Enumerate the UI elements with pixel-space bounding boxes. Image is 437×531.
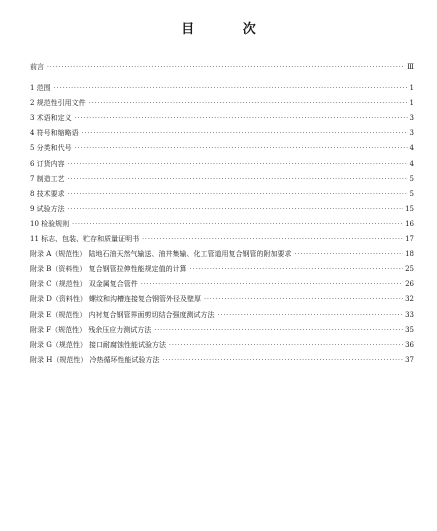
toc-entry-page: 33 [405, 310, 414, 319]
toc-entry-label: 7 制造工艺 [30, 174, 65, 183]
toc-entry-page: 15 [405, 204, 414, 213]
toc-entry-page: 32 [405, 295, 414, 304]
toc-entry-page: 5 [409, 174, 414, 183]
toc-leader-dots [47, 60, 405, 75]
toc-entry-label: 3 术语和定义 [30, 114, 72, 123]
toc-entry-9[interactable] [30, 202, 414, 217]
toc-entry-label: 8 技术要求 [30, 189, 65, 198]
toc-entry-label: 附录 H（规范性） 冷热循环性能试验方法 [30, 355, 160, 364]
toc-entry-page: 3 [409, 129, 414, 138]
toc-entry-page: 4 [409, 144, 414, 153]
toc-leader-dots [68, 187, 408, 202]
toc-leader-dots [75, 141, 408, 156]
toc-entry-3[interactable] [30, 111, 414, 126]
toc-entry-page: 1 [409, 84, 414, 93]
toc-entry-label: 10 检验规则 [30, 219, 70, 228]
toc-leader-dots [218, 308, 404, 323]
toc-entry-appendix-c[interactable] [30, 277, 414, 292]
toc-entry-page: 17 [405, 235, 414, 244]
toc-entry-appendix-b[interactable] [30, 262, 414, 277]
toc-entry-label: 5 分类和代号 [30, 144, 72, 153]
toc-entry-appendix-e[interactable] [30, 308, 414, 323]
toc-entry-appendix-g[interactable] [30, 338, 414, 353]
toc-entry-label: 附录 C（规范性） 双金属复合管件 [30, 280, 138, 289]
toc-leader-dots [82, 126, 408, 141]
toc-entry-appendix-h[interactable] [30, 353, 414, 368]
toc-leader-dots [295, 247, 404, 262]
toc-entry-label: 附录 F（规范性） 残余压应力测试方法 [30, 325, 152, 334]
toc-entry-1[interactable] [30, 81, 414, 96]
toc-entry-label: 6 订货内容 [30, 159, 65, 168]
table-of-contents [30, 54, 414, 368]
toc-leader-dots [75, 111, 408, 126]
toc-entry-page: 35 [405, 325, 414, 334]
toc-entry-4[interactable] [30, 126, 414, 141]
toc-entry-5[interactable] [30, 141, 414, 156]
toc-entry-label: 11 标志、包装、贮存和质量证明书 [30, 235, 140, 244]
toc-entry-label: 附录 A（规范性） 陆地石油天然气输送、油井集输、化工管道用复合钢管的附加要求 [30, 250, 292, 259]
toc-leader-dots [72, 217, 403, 232]
toc-entry-6[interactable] [30, 157, 414, 172]
toc-entry-label: 前言 [30, 63, 44, 71]
toc-entry-label: 9 试验方法 [30, 204, 65, 213]
toc-entry-page: 36 [405, 340, 414, 349]
toc-entry-page: 3 [409, 114, 414, 123]
toc-entry-label: 附录 B（资料性） 复合钢管拉伸性能规定值的计算 [30, 265, 187, 274]
toc-entry-page: 37 [405, 355, 414, 364]
toc-entry-appendix-a[interactable] [30, 247, 414, 262]
toc-entry-page: 5 [409, 189, 414, 198]
toc-leader-dots [169, 338, 403, 353]
toc-entry-page: 25 [405, 265, 414, 274]
toc-entry-label: 附录 E（规范性） 内衬复合钢管界面剪切结合强度测试方法 [30, 310, 215, 319]
toc-entry-page: 18 [405, 250, 414, 259]
toc-entry-page: 16 [405, 219, 414, 228]
toc-entry-2[interactable] [30, 96, 414, 111]
toc-entry-11[interactable] [30, 232, 414, 247]
toc-entry-10[interactable] [30, 217, 414, 232]
toc-entry-appendix-f[interactable] [30, 323, 414, 338]
toc-leader-dots [190, 262, 403, 277]
toc-leader-dots [68, 157, 408, 172]
toc-leader-dots [68, 172, 408, 187]
toc-entry-appendix-d[interactable] [30, 292, 414, 307]
toc-leader-dots [89, 96, 408, 111]
toc-entry-page: Ⅲ [407, 63, 414, 71]
toc-entry-label: 4 符号和缩略语 [30, 129, 79, 138]
toc-entry-page: 4 [409, 159, 414, 168]
toc-entry-label: 附录 G（规范性） 接口耐腐蚀性能试验方法 [30, 340, 167, 349]
toc-entry-page: 1 [409, 99, 414, 108]
toc-entry-page: 26 [405, 280, 414, 289]
toc-entry-label: 1 范围 [30, 84, 51, 93]
toc-entry-label: 2 规范性引用文件 [30, 99, 86, 108]
toc-leader-dots [204, 292, 403, 307]
toc-entry-7[interactable] [30, 172, 414, 187]
toc-leader-dots [154, 323, 403, 338]
toc-title: 目 次 [181, 22, 278, 37]
toc-leader-dots [142, 232, 403, 247]
toc-leader-dots [54, 81, 408, 96]
toc-entry-8[interactable] [30, 187, 414, 202]
toc-leader-dots [141, 277, 403, 292]
toc-leader-dots [163, 353, 404, 368]
toc-leader-dots [68, 202, 403, 217]
toc-entry-label: 附录 D（资料性） 螺纹和沟槽连接复合钢管外径及壁厚 [30, 295, 202, 304]
toc-entry-foreword[interactable] [30, 60, 414, 75]
